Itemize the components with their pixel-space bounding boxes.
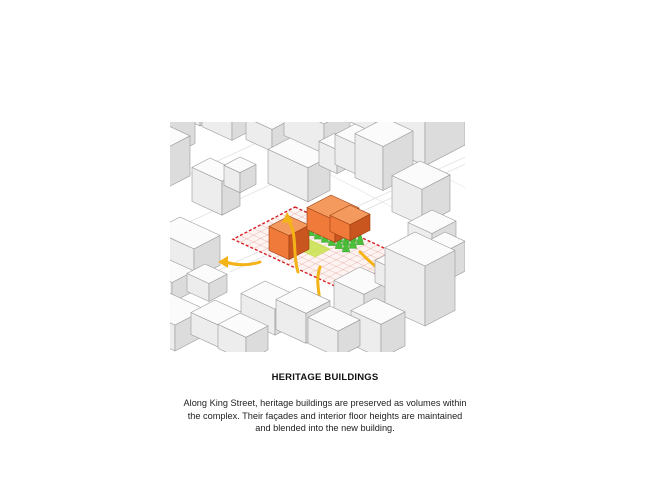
caption-line: and blended into the new building. — [255, 423, 395, 433]
diagram-svg — [170, 122, 465, 352]
caption-body — [0, 397, 650, 435]
caption-title: HERITAGE BUILDINGS — [271, 372, 379, 383]
caption-line: Along King Street, heritage buildings are preserved as volumes within — [183, 398, 467, 408]
caption-line: the complex. Their façades and interior floor heights are maintained — [187, 410, 463, 421]
axonometric-site-diagram — [170, 122, 465, 352]
